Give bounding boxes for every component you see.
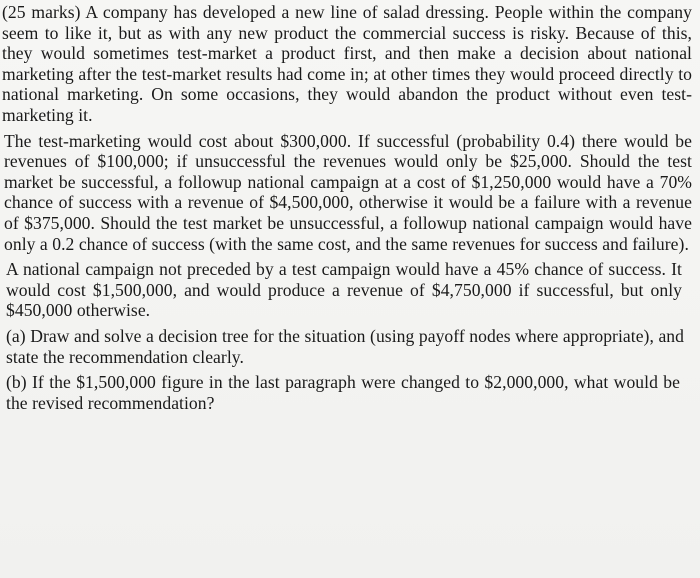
test-marketing-paragraph: The test-marketing would cost about $300,000. If successful (probability 0.4) there would be revenues of $100,000; if unsuccessful the revenues would only be $25,000. Should the test market be successful, a followup national campaign at a cost of $1,250,000 would have a 70% chance of success with a revenue of $4,500,000, otherwise it would be a failure with a revenue of $375,000. Should the test market be unsuccessful, a followup national campaign would have only a 0.2 chance of success (with the same cost, and the same revenues for success and failure). [4, 130, 692, 254]
intro-paragraph: (25 marks) A company has developed a new line of salad dressing. People within the company seem to like it, but as with any new product the commercial success is risky. Because of this, they would sometimes test-market a product first, and then make a decision about national marketing after the test-market results had come in; at other times they would proceed directly to national marketing. On some occasions, they would abandon the product without even test-marketing it. [2, 2, 692, 125]
national-campaign-paragraph: A national campaign not preceded by a test campaign would have a 45% chance of success. It would cost $1,500,000, and would produce a revenue of $4,750,000 if successful, but only $450,000 otherwise. [6, 259, 682, 321]
question-a: (a) Draw and solve a decision tree for the situation (using payoff nodes where appropriate), and state the recommendation clearly. [6, 325, 684, 367]
question-b: (b) If the $1,500,000 figure in the last paragraph were changed to $2,000,000, what would be the revised recommendation? [6, 372, 680, 413]
